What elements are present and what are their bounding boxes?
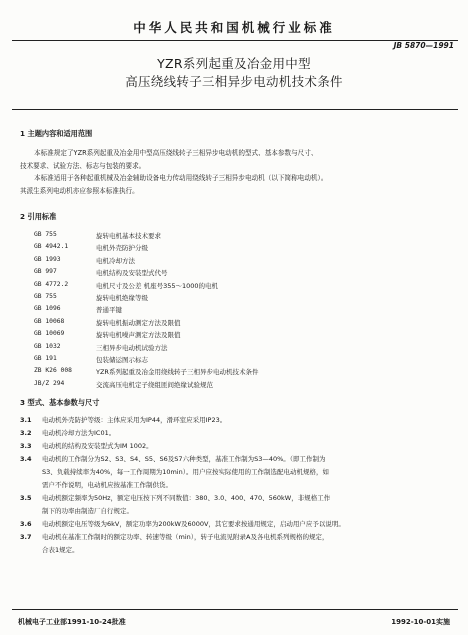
- clause: [20, 427, 452, 440]
- clause-line: 电动机额定电压等级为6kV，额定功率为200kW及6000V，其它要求按通用规定，启动用户应予以说明。: [42, 520, 345, 528]
- effective-date: 1992-10-01实施: [391, 618, 450, 626]
- clause-number: 3.2: [20, 429, 32, 437]
- clause-text: [42, 453, 452, 492]
- clause-line: 合表1规定。: [42, 546, 79, 554]
- reference-title: 交流高压电机定子绕组匝间绝缘试验规范: [96, 380, 213, 389]
- reference-title: 三相异步电动机试验方法: [96, 343, 168, 352]
- clause: [20, 518, 452, 531]
- clause-line: 电动机的结构及安装型式为IM 1002。: [42, 442, 153, 450]
- reference-row: [34, 305, 454, 317]
- clause-text: [42, 531, 452, 557]
- clause: [20, 492, 452, 518]
- reference-row: [34, 343, 454, 355]
- reference-row: [34, 243, 454, 255]
- reference-row: [34, 268, 454, 280]
- reference-row: [34, 318, 454, 330]
- clause-text: [42, 414, 452, 427]
- clause-number: 3.7: [20, 533, 32, 541]
- clause-line: S3、负载持续率为40%，每一工作周期为10min）。用户应按实际使用的工作制选配电动机规格，如: [42, 468, 329, 476]
- reference-title: 旋转电机噪声测定方法及限值: [96, 331, 181, 340]
- reference-code: GB 1096: [34, 305, 61, 313]
- header-rule: [12, 40, 458, 41]
- reference-title: 电机冷却方法: [96, 256, 135, 265]
- section-1-line: 技术要求、试验方法、标志与包装的要求。: [20, 161, 146, 170]
- document-title-line-2: 高压绕线转子三相异步电动机技术条件: [125, 74, 343, 89]
- reference-code: GB 10069: [34, 330, 65, 338]
- document-title-line-1: YZR系列起重及冶金用中型: [157, 56, 311, 71]
- clause-line: 制下的功率由制造厂自行规定。: [42, 507, 133, 515]
- section-3-clauses: [20, 414, 452, 557]
- reference-title: 旋转电机基本技术要求: [96, 232, 161, 240]
- clause-number: 3.5: [20, 494, 32, 502]
- clause-number: 3.4: [20, 455, 32, 463]
- reference-title: YZR系列起重及冶金用绕线转子三相异步电动机技术条件: [96, 368, 259, 377]
- clause: [20, 453, 452, 492]
- footer-rule: [12, 609, 458, 610]
- reference-code: GB 1032: [34, 342, 61, 350]
- clause-number: 3.3: [20, 442, 32, 450]
- reference-code: ZB K26 008: [34, 367, 72, 375]
- reference-row: [34, 281, 454, 293]
- reference-row: [34, 355, 454, 367]
- reference-row: [34, 330, 454, 342]
- reference-code: GB 10068: [34, 317, 65, 325]
- standard-category-title: 中华人民共和国机械行业标准: [133, 20, 335, 35]
- clause: [20, 414, 452, 427]
- clause-text: [42, 440, 452, 453]
- section-2-heading: 2 引用标准: [20, 212, 57, 221]
- clause-line: 电动机外壳防护等级：主体应采用为IP44，滑环室应采用IP23。: [42, 416, 227, 424]
- reference-title: 电机结构及安装型式代号: [96, 269, 168, 278]
- section-1-line: 本标准规定了YZR系列起重及冶金用中型高压绕线转子三相异步电动机的型式、基本参数与尺寸、: [34, 149, 318, 157]
- clause-text: [42, 492, 452, 518]
- reference-title: 普通平键: [96, 306, 122, 315]
- section-1-body: [20, 147, 450, 197]
- clause-line: 电动机额定频率为50Hz，额定电压按下列不同数值：380、3.0、400、470、560kW，非规格工作: [42, 494, 331, 502]
- clause: [20, 440, 452, 453]
- clause-line: 需户不作说明，电动机应按基准工作制供货。: [42, 481, 172, 489]
- reference-code: GB 4772.2: [34, 280, 69, 288]
- clause-line: 电动机在基准工作制时的额定功率、转速等级（min），转子电流见附录A及各电机系列规格的规定，: [42, 533, 329, 541]
- section-1-heading: 1 主题内容和适用范围: [20, 129, 93, 138]
- standard-number: JB 5870—1991: [393, 41, 454, 50]
- section-1-line: 本标准适用于各种起重机械及冶金辅助设备电力传动用绕线转子三相异步电动机（以下简称电动机）。: [34, 174, 328, 182]
- reference-title: 旋转电机绝缘等级: [96, 293, 148, 302]
- reference-row: [34, 231, 454, 243]
- reference-code: GB 4942.1: [34, 243, 69, 251]
- clause: [20, 531, 452, 557]
- reference-code: GB 1993: [34, 255, 61, 263]
- approval-date: 机械电子工业部1991-10-24批准: [18, 618, 126, 626]
- section-3-heading: 3 型式、基本参数与尺寸: [20, 398, 100, 407]
- reference-title: 包装储运图示标志: [96, 355, 148, 364]
- reference-row: [34, 367, 454, 379]
- title-rule: [12, 109, 458, 110]
- reference-row: [34, 380, 454, 392]
- reference-code: GB 755: [34, 231, 57, 238]
- reference-row: [34, 256, 454, 268]
- clause-line: 电动机的工作制分为S2、S3、S4、S5、S6及S7六种类型，基准工作制为S3—40%。（即工作制为: [42, 455, 326, 463]
- reference-code: GB 997: [34, 268, 57, 276]
- reference-row: [34, 293, 454, 305]
- clause-line: 电动机冷却方法为IC01。: [42, 429, 116, 437]
- reference-list: [34, 231, 454, 392]
- reference-code: JB/Z 294: [34, 379, 65, 387]
- reference-code: GB 191: [34, 354, 57, 362]
- reference-title: 电机外壳防护分级: [96, 244, 148, 253]
- reference-code: GB 755: [34, 292, 57, 300]
- reference-title: 旋转电机振动测定方法及限值: [96, 318, 181, 327]
- clause-text: [42, 518, 452, 531]
- clause-number: 3.1: [20, 416, 32, 424]
- clause-text: [42, 427, 452, 440]
- section-1-line: 其派生系列电动机亦应参照本标准执行。: [20, 186, 139, 195]
- reference-title: 电机尺寸及公差 机座号355～1000的电机: [96, 281, 219, 290]
- clause-number: 3.6: [20, 520, 32, 528]
